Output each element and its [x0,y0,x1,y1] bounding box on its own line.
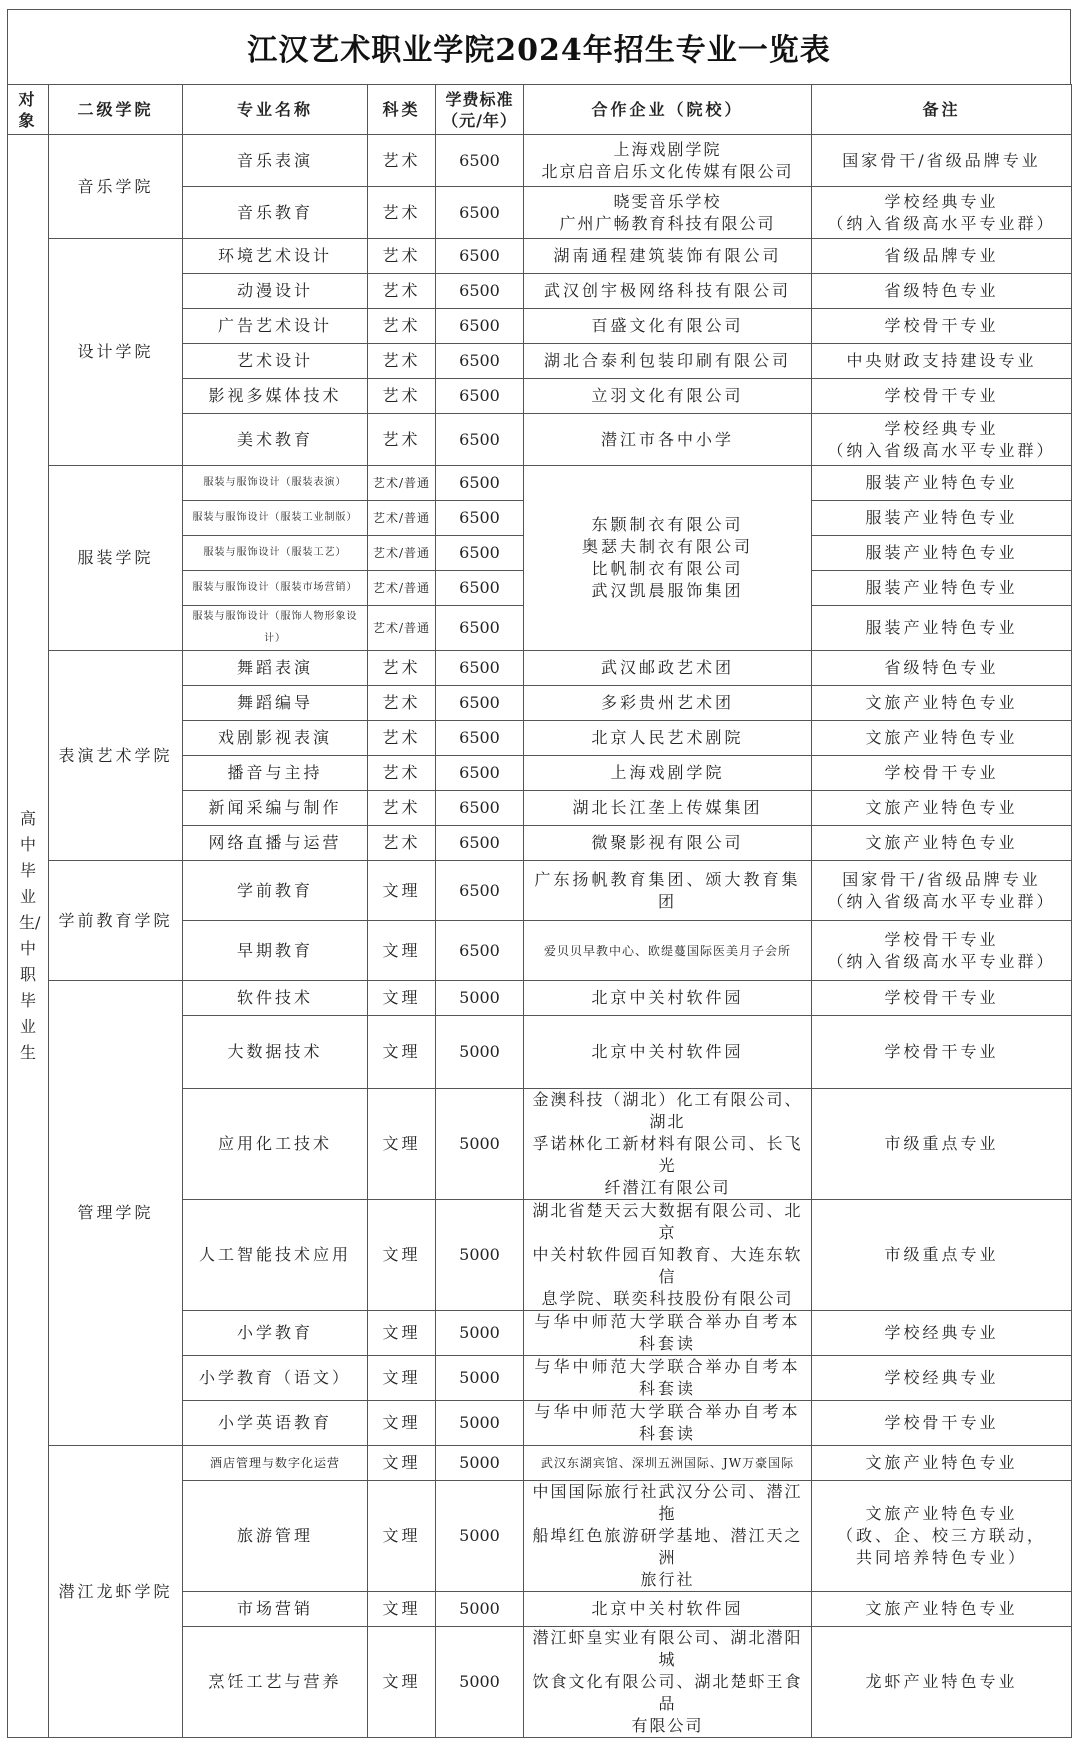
text-line: 中关村软件园百知教育、大连东软信 [532,1245,803,1286]
text-line: 学校经典专业 [884,191,999,211]
category-cell: 艺术 [368,686,436,721]
partner-cell [524,1016,812,1089]
category-cell: 艺术 [368,135,436,187]
fee-cell: 5000 [436,981,524,1016]
category-cell: 艺术 [368,187,436,239]
text-line: 船埠红色旅游研学基地、潜江天之洲 [532,1526,803,1567]
remark-cell [812,309,1072,344]
major-cell: 服装与服饰设计（服装市场营销） [183,571,368,606]
header-fee: 学费标准（元/年） [436,85,524,135]
fee-cell: 6500 [436,651,524,686]
college-cell: 音乐学院 [49,135,183,239]
remark-cell [812,686,1072,721]
remark-cell [812,1592,1072,1627]
header-category: 科类 [368,85,436,135]
remark-cell [812,921,1072,981]
major-cell: 市场营销 [183,1592,368,1627]
text-line: 学校骨干专业 [884,929,999,949]
fee-cell: 5000 [436,1200,524,1311]
major-cell: 旅游管理 [183,1481,368,1592]
partner-cell [524,756,812,791]
fee-cell: 6500 [436,721,524,756]
partner-cell [524,344,812,379]
remark-cell [812,536,1072,571]
category-cell: 艺术 [368,274,436,309]
text-line: 武汉凯晨服饰集团 [591,581,744,600]
remark-cell [812,651,1072,686]
text-line: 学校骨干专业 [884,1413,999,1432]
fee-cell: 6500 [436,501,524,536]
target-text: 高中毕业生/中职毕业生 [19,809,41,1062]
text-line: 武汉东湖宾馆、深圳五洲国际、JW万豪国际 [540,1456,795,1470]
major-cell: 软件技术 [183,981,368,1016]
major-cell: 服装与服饰设计（服装工业制版） [183,501,368,536]
major-cell: 学前教育 [183,861,368,921]
major-cell: 音乐表演 [183,135,368,187]
partner-cell [524,651,812,686]
major-cell: 广告艺术设计 [183,309,368,344]
text-line: 与华中师范大学联合举办自考本科套读 [534,1312,801,1353]
fee-cell: 5000 [436,1481,524,1592]
partner-cell [524,1481,812,1592]
category-cell: 艺术 [368,309,436,344]
header-target: 对象 [8,85,49,135]
text-line: 服装产业特色专业 [865,508,1018,527]
text-line: 文旅产业特色专业 [865,798,1018,817]
fee-cell: 6500 [436,187,524,239]
text-line: 北京人民艺术剧院 [591,728,744,747]
remark-cell [812,826,1072,861]
text-line: 服装产业特色专业 [865,578,1018,597]
text-line: 潜江虾皇实业有限公司、湖北潜阳城 [532,1628,803,1669]
major-cell: 新闻采编与制作 [183,791,368,826]
table-row [8,1446,1072,1481]
text-line: 文旅产业特色专业 [865,1599,1018,1618]
partner-cell [524,721,812,756]
text-line: 武汉创宇极网络科技有限公司 [543,281,791,300]
fee-cell: 6500 [436,344,524,379]
text-line: （纳入省级高水平专业群） [827,213,1056,233]
college-cell: 管理学院 [49,981,183,1446]
major-cell: 艺术设计 [183,344,368,379]
major-cell: 音乐教育 [183,187,368,239]
remark-cell [812,1401,1072,1446]
text-line: 省级特色专业 [884,658,999,677]
fee-cell: 6500 [436,686,524,721]
major-cell: 网络直播与运营 [183,826,368,861]
major-cell: 舞蹈表演 [183,651,368,686]
partner-cell [524,414,812,466]
partner-cell [524,981,812,1016]
partner-cell [524,861,812,921]
category-cell: 艺术 [368,721,436,756]
category-cell: 艺术/普通 [368,606,436,651]
major-cell: 服装与服饰设计（服装表演） [183,466,368,501]
remark-cell [812,606,1072,651]
header-college: 二级学院 [49,85,183,135]
text-line: 与华中师范大学联合举办自考本科套读 [534,1402,801,1443]
partner-cell [524,309,812,344]
text-line: 文旅产业特色专业 [865,1453,1018,1472]
text-line: （纳入省级高水平专业群） [827,440,1056,460]
partner-cell [524,1446,812,1481]
fee-cell: 6500 [436,756,524,791]
text-line: 学校骨干专业 [884,1042,999,1061]
fee-cell: 6500 [436,466,524,501]
text-line: 上海戏剧学院 [613,139,722,159]
text-line: 金澳科技（湖北）化工有限公司、湖北 [532,1090,803,1131]
partner-cell [524,1627,812,1738]
partner-cell [524,826,812,861]
remark-cell [812,571,1072,606]
table-row [8,651,1072,686]
text-line: 学校骨干专业 [884,988,999,1007]
admissions-sheet [7,9,1071,1738]
remark-cell [812,861,1072,921]
remark-cell [812,721,1072,756]
major-cell: 美术教育 [183,414,368,466]
category-cell: 文理 [368,1627,436,1738]
category-cell: 文理 [368,1089,436,1200]
text-line: 学校经典专业 [884,418,999,438]
category-cell: 文理 [368,1401,436,1446]
text-line: 国家骨干/省级品牌专业 [842,150,1041,170]
text-line: 广州广畅教育科技有限公司 [559,213,776,233]
majors-table-body [8,85,1072,1738]
header-remark: 备注 [812,85,1072,135]
fee-cell: 5000 [436,1446,524,1481]
major-cell: 小学教育（语文） [183,1356,368,1401]
category-cell: 文理 [368,981,436,1016]
fee-cell: 5000 [436,1016,524,1089]
remark-cell [812,1356,1072,1401]
table-row [8,861,1072,921]
category-cell: 文理 [368,1016,436,1089]
text-line: 晓雯音乐学校 [613,191,722,211]
partner-cell [524,1200,812,1311]
fee-cell: 5000 [436,1089,524,1200]
remark-cell [812,239,1072,274]
table-header-row [8,85,1072,135]
text-line: 息学院、联奕科技股份有限公司 [541,1289,794,1308]
college-cell: 表演艺术学院 [49,651,183,861]
fee-cell: 5000 [436,1401,524,1446]
partner-cell [524,187,812,239]
category-cell: 文理 [368,1446,436,1481]
text-line: 奥瑟夫制衣有限公司 [581,537,753,556]
partner-cell [524,379,812,414]
category-cell: 文理 [368,1200,436,1311]
remark-cell [812,1627,1072,1738]
major-cell: 酒店管理与数字化运营 [183,1446,368,1481]
partner-cell [524,239,812,274]
text-line: 旅行社 [640,1570,695,1589]
text-line: 与华中师范大学联合举办自考本科套读 [534,1357,801,1398]
college-cell: 服装学院 [49,466,183,651]
remark-cell [812,756,1072,791]
major-cell: 环境艺术设计 [183,239,368,274]
partner-cell [524,686,812,721]
text-line: 北京启音启乐文化传媒有限公司 [541,161,794,181]
remark-cell [812,1481,1072,1592]
text-line: 市级重点专业 [884,1245,999,1264]
category-cell: 文理 [368,921,436,981]
text-line: 多彩贵州艺术团 [600,693,734,712]
major-cell: 早期教育 [183,921,368,981]
header-major: 专业名称 [183,85,368,135]
category-cell: 艺术/普通 [368,536,436,571]
category-cell: 文理 [368,1481,436,1592]
major-cell: 大数据技术 [183,1016,368,1089]
partner-cell [524,135,812,187]
major-cell: 人工智能技术应用 [183,1200,368,1311]
partner-cell-garment [524,466,812,651]
text-line: 比帆制衣有限公司 [591,559,744,578]
fee-cell: 5000 [436,1592,524,1627]
category-cell: 艺术/普通 [368,571,436,606]
text-line: 有限公司 [631,1716,704,1735]
text-line: 文旅产业特色专业 [865,728,1018,747]
page-title: 江汉艺术职业学院2024年招生专业一览表 [7,9,1071,84]
major-cell: 服装与服饰设计（服饰人物形象设计） [183,606,368,651]
fee-cell: 6500 [436,414,524,466]
table-row [8,981,1072,1016]
text-line: 服装产业特色专业 [865,543,1018,562]
category-cell: 艺术/普通 [368,501,436,536]
target-cell [8,135,49,1738]
category-cell: 艺术 [368,344,436,379]
fee-cell: 6500 [436,135,524,187]
text-line: 潜江市各中小学 [600,429,734,449]
remark-cell [812,466,1072,501]
text-line: 龙虾产业特色专业 [865,1672,1018,1691]
text-line: 文旅产业特色专业 [865,833,1018,852]
major-cell: 播音与主持 [183,756,368,791]
remark-cell [812,501,1072,536]
text-line: 服装产业特色专业 [865,618,1018,637]
category-cell: 文理 [368,1311,436,1356]
fee-cell: 6500 [436,791,524,826]
text-line: 学校经典专业 [884,1323,999,1342]
major-cell: 服装与服饰设计（服装工艺） [183,536,368,571]
partner-cell [524,1401,812,1446]
remark-cell [812,1016,1072,1089]
remark-cell [812,414,1072,466]
text-line: 武汉邮政艺术团 [600,658,734,677]
text-line: 国家骨干/省级品牌专业 [842,869,1041,889]
text-line: 北京中关村软件园 [591,988,744,1007]
remark-cell [812,1446,1072,1481]
fee-cell: 5000 [436,1356,524,1401]
text-line: 省级特色专业 [884,281,999,300]
major-cell: 影视多媒体技术 [183,379,368,414]
major-cell: 小学英语教育 [183,1401,368,1446]
text-line: （政、企、校三方联动， [836,1526,1046,1545]
remark-cell [812,187,1072,239]
text-line: 文旅产业特色专业 [865,1504,1018,1523]
text-line: 上海戏剧学院 [610,763,725,782]
majors-table [7,84,1072,1738]
fee-cell: 6500 [436,239,524,274]
table-row [8,466,1072,501]
remark-cell [812,135,1072,187]
table-row [8,135,1072,187]
category-cell: 艺术 [368,756,436,791]
remark-cell [812,791,1072,826]
text-line: 立羽文化有限公司 [591,386,744,405]
text-line: 孚诺林化工新材料有限公司、长飞光 [532,1134,803,1175]
remark-cell [812,274,1072,309]
fee-cell: 6500 [436,536,524,571]
category-cell: 艺术 [368,239,436,274]
text-line: （纳入省级高水平专业群） [827,951,1056,971]
text-line: 广东扬帆教育集团、颂大教育集团 [534,869,801,911]
header-partner: 合作企业（院校） [524,85,812,135]
fee-cell: 6500 [436,571,524,606]
major-cell: 动漫设计 [183,274,368,309]
text-line: 中央财政支持建设专业 [846,351,1037,370]
fee-cell: 6500 [436,274,524,309]
partner-cell [524,1356,812,1401]
remark-cell [812,1311,1072,1356]
major-cell: 小学教育 [183,1311,368,1356]
category-cell: 艺术 [368,379,436,414]
category-cell: 艺术 [368,826,436,861]
text-line: 服装产业特色专业 [865,473,1018,492]
text-line: 湖南通程建筑装饰有限公司 [553,246,782,265]
fee-cell: 6500 [436,309,524,344]
text-line: 省级品牌专业 [884,246,999,265]
partner-cell [524,1089,812,1200]
text-line: 百盛文化有限公司 [591,316,744,335]
text-line: 爱贝贝早教中心、欧缇蔓国际医美月子会所 [543,943,791,958]
category-cell: 文理 [368,861,436,921]
college-cell: 潜江龙虾学院 [49,1446,183,1738]
text-line: 湖北合泰利包装印刷有限公司 [543,351,791,370]
remark-cell [812,981,1072,1016]
partner-cell [524,791,812,826]
fee-cell: 5000 [436,1311,524,1356]
text-line: 湖北长江垄上传媒集团 [572,798,763,817]
text-line: 北京中关村软件园 [591,1042,744,1061]
remark-cell [812,379,1072,414]
fee-cell: 6500 [436,606,524,651]
category-cell: 艺术 [368,414,436,466]
text-line: 学校经典专业 [884,1368,999,1387]
partner-cell [524,921,812,981]
table-row [8,239,1072,274]
remark-cell [812,1200,1072,1311]
remark-cell [812,1089,1072,1200]
fee-cell: 6500 [436,861,524,921]
text-line: 市级重点专业 [884,1134,999,1153]
category-cell: 文理 [368,1356,436,1401]
text-line: 微聚影视有限公司 [591,833,744,852]
fee-cell: 5000 [436,1627,524,1738]
fee-cell: 6500 [436,826,524,861]
text-line: 文旅产业特色专业 [865,693,1018,712]
category-cell: 文理 [368,1592,436,1627]
text-line: 东颢制衣有限公司 [591,515,744,534]
partner-cell [524,1592,812,1627]
text-line: 饮食文化有限公司、湖北楚虾王食品 [532,1672,803,1713]
text-line: 纤潜江有限公司 [604,1178,731,1197]
partner-cell [524,1311,812,1356]
partner-cell [524,274,812,309]
text-line: 学校骨干专业 [884,316,999,335]
remark-cell [812,344,1072,379]
text-line: 中国国际旅行社武汉分公司、潜江拖 [532,1482,803,1523]
category-cell: 艺术 [368,651,436,686]
category-cell: 艺术/普通 [368,466,436,501]
text-line: 学校骨干专业 [884,386,999,405]
major-cell: 戏剧影视表演 [183,721,368,756]
text-line: 学校骨干专业 [884,763,999,782]
text-line: 共同培养特色专业） [855,1548,1027,1567]
fee-cell: 6500 [436,921,524,981]
text-line: （纳入省级高水平专业群） [827,891,1056,911]
college-cell: 设计学院 [49,239,183,466]
fee-cell: 6500 [436,379,524,414]
major-cell: 烹饪工艺与营养 [183,1627,368,1738]
major-cell: 应用化工技术 [183,1089,368,1200]
major-cell: 舞蹈编导 [183,686,368,721]
category-cell: 艺术 [368,791,436,826]
college-cell: 学前教育学院 [49,861,183,981]
text-line: 湖北省楚天云大数据有限公司、北京 [532,1201,803,1242]
text-line: 北京中关村软件园 [591,1599,744,1618]
